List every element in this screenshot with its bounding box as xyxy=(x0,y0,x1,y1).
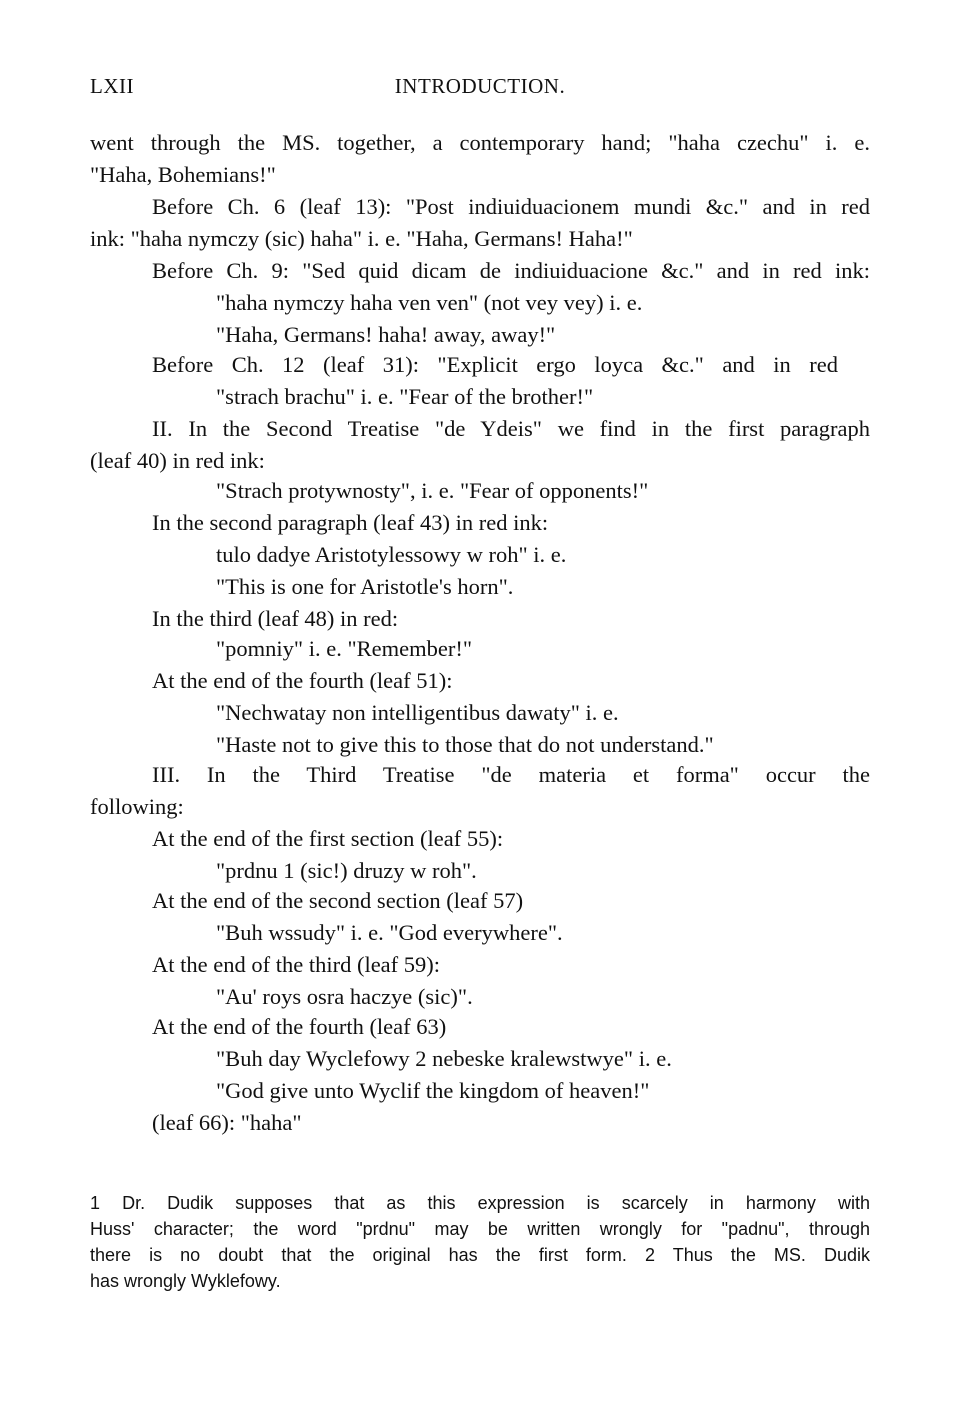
text-line: "Nechwatay non intelligentibus dawaty" i. e. xyxy=(216,700,619,725)
text-line: "strach brachu" i. e. "Fear of the brother!" xyxy=(216,384,594,409)
page-number: LXII xyxy=(90,74,134,98)
text-line: "Strach protywnosty", i. e. "Fear of opponents!" xyxy=(216,478,649,503)
running-title: INTRODUCTION. xyxy=(394,74,566,98)
footnote-line: has wrongly Wyklefowy. xyxy=(90,1271,281,1291)
text-line: II. In the Second Treatise "de Ydeis" we find in the first paragraph xyxy=(152,416,870,441)
text-line: At the end of the second section (leaf 57) xyxy=(152,888,524,913)
text-line: Before Ch. 12 (leaf 31): "Explicit ergo loyca &c." and in red xyxy=(152,352,838,377)
text-line: At the end of the first section (leaf 55): xyxy=(152,826,504,851)
text-line: (leaf 40) in red ink: xyxy=(90,448,265,473)
text-line: III. In the Third Treatise "de materia et forma" occur the xyxy=(152,762,870,787)
text-line: In the third (leaf 48) in red: xyxy=(152,606,399,631)
text-line: "prdnu 1 (sic!) druzy w roh". xyxy=(216,858,477,883)
text-line: At the end of the third (leaf 59): xyxy=(152,952,441,977)
text-line: "Au' roys osra haczye (sic)". xyxy=(216,984,473,1009)
text-line: "Haste not to give this to those that do not understand." xyxy=(216,732,714,757)
text-line: tulo dadye Aristotylessowy w roh" i. e. xyxy=(216,542,567,567)
text-line: "Buh day Wyclefowy 2 nebeske kralewstwye" i. e. xyxy=(216,1046,672,1071)
text-line: Before Ch. 6 (leaf 13): "Post indiuiduacionem mundi &c." and in red xyxy=(152,194,870,219)
text-line: "Buh wssudy" i. e. "God everywhere". xyxy=(216,920,563,945)
page-header xyxy=(90,74,870,108)
text-line: At the end of the fourth (leaf 51): xyxy=(152,668,453,693)
text-line: At the end of the fourth (leaf 63) xyxy=(152,1014,447,1039)
text-line: "This is one for Aristotle's horn". xyxy=(216,574,514,599)
footnote-line: there is no doubt that the original has the first form. 2 Thus the MS. Dudik xyxy=(90,1245,870,1265)
text-line: "Haha, Germans! haha! away, away!" xyxy=(216,322,556,347)
text-line: Before Ch. 9: "Sed quid dicam de indiuiduacione &c." and in red ink: xyxy=(152,258,870,283)
text-line: "haha nymczy haha ven ven" (not vey vey) i. e. xyxy=(216,290,643,315)
text-line: ink: "haha nymczy (sic) haha" i. e. "Haha, Germans! Haha!" xyxy=(90,226,633,251)
text-line: "Haha, Bohemians!" xyxy=(90,162,276,187)
footnote-line: 1 Dr. Dudik supposes that as this expression is scarcely in harmony with xyxy=(90,1193,870,1213)
footnote-line: Huss' character; the word "prdnu" may be written wrongly for "padnu", through xyxy=(90,1219,870,1239)
text-line: "pomniy" i. e. "Remember!" xyxy=(216,636,473,661)
text-line: In the second paragraph (leaf 43) in red ink: xyxy=(152,510,549,535)
text-line: went through the MS. together, a contemporary hand; "haha czechu" i. e. xyxy=(90,130,870,155)
text-line: following: xyxy=(90,794,184,819)
text-line: "God give unto Wyclif the kingdom of heaven!" xyxy=(216,1078,650,1103)
text-line: (leaf 66): "haha" xyxy=(152,1110,302,1135)
